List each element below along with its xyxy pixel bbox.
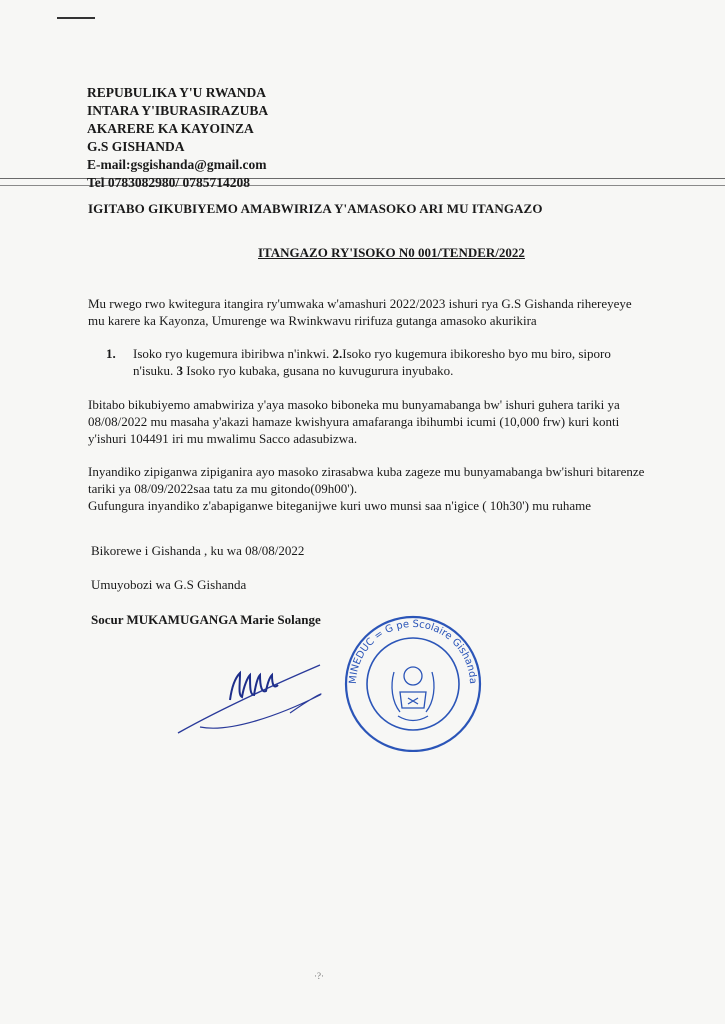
district-line: AKARERE KA KAYOINZA (87, 121, 254, 136)
emblem-icon (392, 667, 434, 721)
official-stamp (338, 612, 488, 752)
place-date: Bikorewe i Gishanda , ku wa 08/08/2022 (91, 543, 305, 558)
scan-mark-top (57, 17, 95, 19)
documents-paragraph: Ibitabo bikubiyemo amabwiriza y'aya masoko biboneka mu bunyamabanga bw' ishuri guhera tariki ya 08/08/2022 mu masaha y'akazi hamaze kwishyura amafaranga ibihumbi icumi (10,000 frw) kuri konti y'ishuri 104491 iri mu mwalimu Sacco adasubizwa. (88, 397, 620, 446)
tender-item-3: Isoko ryo kubaka, gusana no kuvugurura inyubako. (186, 363, 454, 378)
document-title: IGITABO GIKUBIYEMO AMABWIRIZA Y'AMASOKO ARI MU ITANGAZO (88, 201, 543, 216)
signer-name: Socur MUKAMUGANGA Marie Solange (91, 612, 321, 627)
signer-role: Umuyobozi wa G.S Gishanda (91, 577, 247, 592)
tender-number-3: 3 (176, 363, 184, 378)
letterhead (87, 84, 268, 192)
handwritten-signature (170, 655, 340, 745)
intro-paragraph: Mu rwego rwo kwitegura itangira ry'umwaka w'amashuri 2022/2023 ishuri rya G.S Gishanda rihereyeye mu karere ka Kayonza, Umurenge wa Rwinkwavu ririfuza gutanga amasoko akurikira (88, 296, 632, 328)
notice-number: ITANGAZO RY'ISOKO N0 001/TENDER/2022 (258, 245, 525, 260)
email-line: E-mail:gsgishanda@gmail.com (87, 157, 267, 172)
stamp-text: MINEDUC = G pe Scolaire Gishanda (347, 618, 479, 685)
submission-paragraph (88, 463, 648, 514)
tender-item-1: Isoko ryo kugemura ibiribwa n'inkwi. (133, 346, 330, 361)
province-line: INTARA Y'IBURASIRAZUBA (87, 103, 269, 118)
opening-info: Gufungura inyandiko z'abapiganwe biteganijwe kuri uwo munsi saa n'igice ( 10h30') mu ruhame (88, 498, 592, 513)
tender-list (106, 345, 646, 379)
tender-item-2: Isoko ryo kugemura ibikoresho byo mu biro, siporo n'isuku. (133, 346, 611, 378)
tender-number-2: 2. (332, 346, 343, 361)
list-item (133, 345, 646, 379)
phone-line: Tel 0783082980/ 0785714208 (87, 175, 251, 190)
submission-deadline: Inyandiko zipiganwa zipiganira ayo masoko zirasabwa kuba zageze mu bunyamabanga bw'ishuri bitarenze tariki ya 08/09/2022saa tatu za mu gitondo(09h00'). (88, 464, 645, 496)
country-line: REPUBULIKA Y'U RWANDA (87, 85, 267, 100)
scan-artifact: ·?· (314, 971, 324, 981)
school-line: G.S GISHANDA (87, 139, 185, 154)
list-number: 1. (106, 346, 116, 361)
